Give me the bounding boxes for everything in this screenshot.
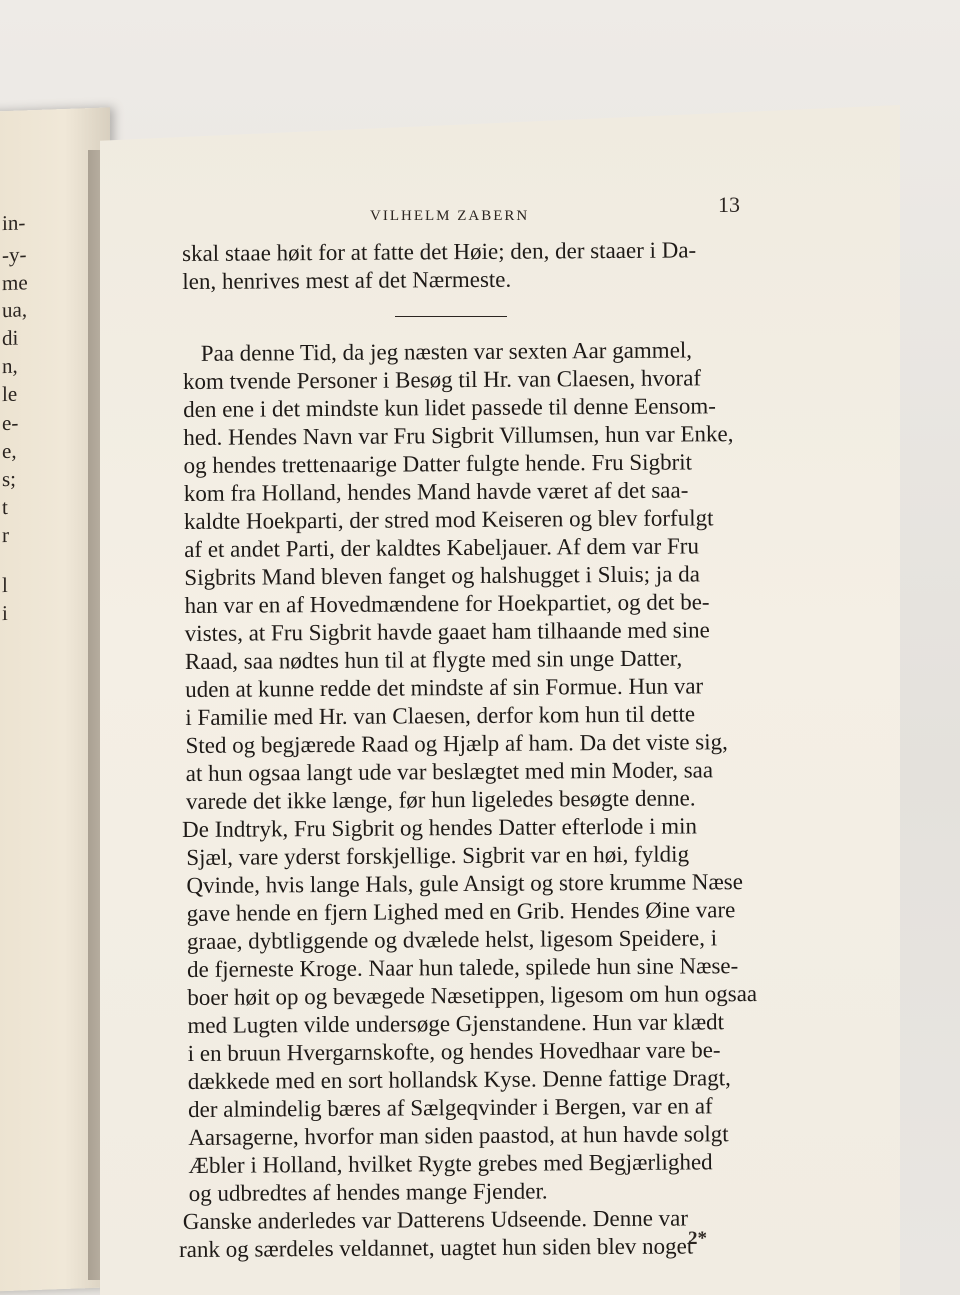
left-page-fragment: in-	[2, 210, 26, 236]
text-line: den ene i det mindste kun lidet passede til denne Eensom-	[183, 393, 716, 422]
text-line: len, henrives mest af det Nærmeste.	[182, 266, 512, 294]
left-page-fragment: le	[2, 381, 18, 407]
text-line: at hun ogsaa langt ude var beslægtet med min Moder, saa	[185, 757, 714, 786]
text-line: Raad, saa nødtes hun til at flygte med sin unge Datter,	[184, 645, 683, 674]
left-page-fragment: r	[2, 522, 9, 548]
text-line: kom fra Holland, hendes Mand havde været af det saa-	[183, 477, 689, 506]
text-line: hed. Hendes Navn var Fru Sigbrit Villumsen, hun var Enke,	[183, 421, 734, 450]
text-line: og udbredtes af hendes mange Fjender.	[188, 1178, 548, 1206]
signature-mark: 2*	[688, 1228, 707, 1249]
left-page-fragment: me	[2, 270, 28, 296]
page-number: 13	[718, 192, 740, 217]
left-page-fragment: ua,	[2, 297, 28, 323]
text-line: boer høit op og bevægede Næsetippen, ligesom om hun ogsaa	[187, 981, 758, 1010]
left-page-fragment: e,	[2, 438, 17, 464]
left-page-fragment: l	[2, 572, 8, 598]
text-line: de fjerneste Kroge. Naar hun talede, spilede hun sine Næse-	[187, 953, 739, 982]
text-line: i Familie med Hr. van Claesen, derfor kom hun til dette	[185, 701, 696, 730]
text-line: og hendes trettenaarige Datter fulgte hende. Fru Sigbrit	[183, 449, 693, 478]
left-page-fragment: -y-	[2, 242, 27, 268]
text-line: Qvinde, hvis lange Hals, gule Ansigt og store krumme Næse	[186, 869, 743, 898]
left-page-fragment: t	[2, 494, 8, 520]
left-page-fragment: di	[2, 325, 19, 351]
text-line: kaldte Hoekparti, der stred mod Keiseren og blev forfulgt	[183, 505, 714, 534]
left-page-fragment: s;	[2, 466, 17, 492]
text-line: dækkede med en sort hollandsk Kyse. Denne fattige Dragt,	[187, 1065, 731, 1094]
text-line: med Lugten vilde undersøge Gjenstandene. Hun var klædt	[187, 1009, 725, 1038]
text-line: Ganske anderledes var Datterens Udseende. Denne var	[182, 1205, 689, 1235]
running-header: VILHELM ZABERN	[370, 208, 530, 224]
text-line: Aarsagerne, hvorfor man siden paastod, at hun havde solgt	[188, 1121, 729, 1150]
text-line: kom tvende Personer i Besøg til Hr. van Claesen, hvoraf	[182, 365, 702, 394]
text-line: i en bruun Hvergarnskofte, og hendes Hovedhaar vare be-	[187, 1037, 721, 1066]
left-page-fragment: e-	[2, 410, 19, 436]
left-page-fragment: i	[2, 600, 8, 626]
text-line: Sted og begjærede Raad og Hjælp af ham. Da det viste sig,	[185, 729, 728, 758]
text-line: Paa denne Tid, da jeg næsten var sexten Aar gammel,	[200, 337, 693, 366]
text-line: Sigbrits Mand bleven fanget og halshugget i Sluis; ja da	[184, 561, 700, 590]
text-line: Sjæl, vare yderst forskjellige. Sigbrit var en høi, fyldig	[186, 841, 690, 870]
text-line: uden at kunne redde det mindste af sin Formue. Hun var	[185, 673, 704, 702]
text-line: skal staae høit for at fatte det Høie; den, der staaer i Da-	[182, 237, 697, 266]
text-line: gave hende en fjern Lighed med en Grib. Hendes Øine vare	[186, 897, 736, 926]
text-line: varede det ikke længe, før hun ligeledes besøgte denne.	[185, 785, 696, 814]
body-text	[178, 236, 779, 1263]
text-line: Æbler i Holland, hvilket Rygte grebes med Begjærlighed	[188, 1149, 713, 1178]
text-line: han var en af Hovedmændene for Hoekpartiet, og det be-	[184, 589, 710, 618]
left-page-fragment: n,	[2, 353, 18, 379]
text-line: rank og særdeles veldannet, uagtet hun siden blev noget	[178, 1233, 694, 1263]
text-line: De Indtryk, Fru Sigbrit og hendes Datter efterlode i min	[182, 813, 698, 843]
text-line: graae, dybtliggende og dvælede helst, ligesom Speidere, i	[186, 925, 718, 954]
text-line: af et andet Parti, der kaldtes Kabeljauer. Af dem var Fru	[184, 533, 700, 562]
text-line: der almindelig bæres af Sælgeqvinder i Bergen, var en af	[187, 1093, 713, 1122]
text-line: vistes, at Fru Sigbrit havde gaaet ham tilhaande med sine	[184, 617, 710, 646]
